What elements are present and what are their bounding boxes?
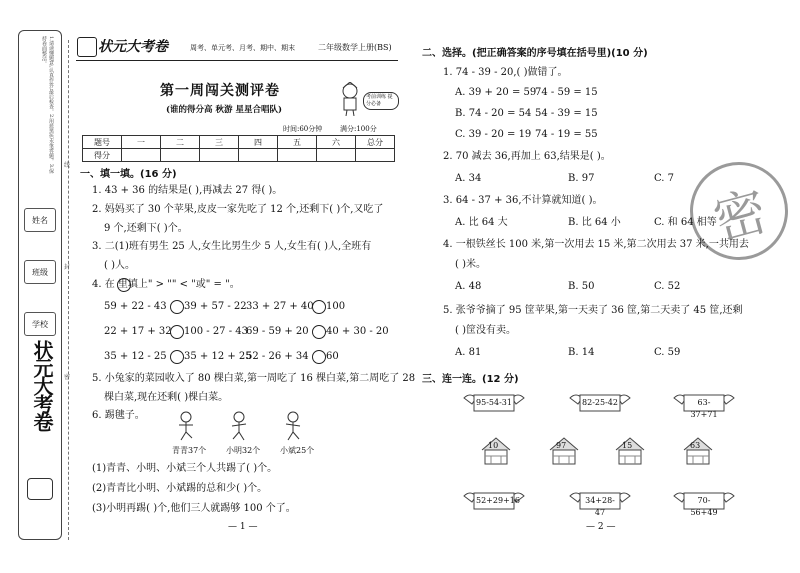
q2-1: 1. 74 - 39 - 20,( )做错了。 <box>443 67 568 78</box>
tear-mark-2: 封 <box>64 264 71 271</box>
bird-expr-bottom-1: 52+29+16 <box>476 496 520 505</box>
q1-6-1: (1)青青、小明、小斌三个人共踢了( )个。 <box>92 463 278 474</box>
q2-3-opt-c: C. 和 64 相等 <box>654 217 717 228</box>
compare-2a-right: 100 - 27 - 43 <box>184 326 249 337</box>
q1-5b: 棵白菜,现在还剩( )棵白菜。 <box>104 392 229 403</box>
q1-2b: 9 个,还剩下( )个。 <box>104 223 188 234</box>
exam-notes: 1.请读懂题意,认真作答,最后检查。2.用蓝黑色水笔答题。3.保持卷面整洁。 <box>41 36 54 174</box>
mascot-bubble: 考前训练 提分必备 <box>363 92 399 110</box>
bird-card-bottom-3[interactable] <box>672 490 736 516</box>
q2-1-opt-b1: B. 74 - 20 = 54 <box>455 108 532 119</box>
score-col-4: 四 <box>239 136 278 149</box>
class-label: 班级 <box>32 267 48 277</box>
full-score: 满分:100分 <box>340 125 377 133</box>
score-table-header <box>83 136 395 149</box>
score-col-total: 总分 <box>356 136 395 149</box>
kid-label-xiaoming: 小明32个 <box>226 446 261 455</box>
page-subtitle: (谁的得分高 秋游 星星合唱队) <box>166 105 282 115</box>
house-4[interactable] <box>682 436 714 470</box>
q1-6-3: (3)小明再踢( )个,他们三人就踢够 100 个了。 <box>92 503 296 514</box>
kid-xiaoming-icon <box>228 410 250 442</box>
q1-5a: 5. 小兔家的菜园收入了 80 棵白菜,第一周吃了 16 棵白菜,第二周吃了 28 <box>92 373 416 384</box>
section-2-title: 二、选择。(把正确答案的序号填在括号里)(10 分) <box>422 48 648 59</box>
name-label: 姓名 <box>32 215 48 225</box>
house-number-3: 15 <box>622 441 633 450</box>
compare-2b-right: 40 + 30 - 20 <box>326 326 389 337</box>
compare-3b-right: 60 <box>326 351 339 362</box>
compare-1b-right: 100 <box>326 301 346 312</box>
q1-3b: ( )人。 <box>104 260 135 271</box>
publisher-logo-icon <box>27 478 53 500</box>
compare-1b-left: 33 + 27 + 40 <box>246 301 314 312</box>
bird-card-top-1[interactable] <box>462 392 526 418</box>
school-label: 学校 <box>32 319 48 329</box>
compare-1a-left: 59 + 22 - 43 <box>104 301 167 312</box>
q2-2-opt-b: B. 97 <box>568 173 595 184</box>
q2-4a: 4. 一根铁丝长 100 米,第一次用去 15 米,第二次用去 37 米,一共用去 <box>443 239 749 250</box>
q2-1-opt-a1: A. 39 + 20 = 59 <box>455 87 537 98</box>
brand-title: 状元大考卷 <box>98 39 168 55</box>
confidential-stamp: 密 <box>679 151 799 271</box>
house-2[interactable] <box>548 436 580 470</box>
q2-4-opt-b: B. 50 <box>568 281 595 292</box>
compare-blank[interactable] <box>312 325 326 339</box>
subject-label: 二年级数学上册(BS) <box>318 43 392 52</box>
q1-2a: 2. 妈妈买了 30 个苹果,皮皮一家先吃了 12 个,还剩下( )个,又吃了 <box>92 204 384 215</box>
q2-4-opt-a: A. 48 <box>455 281 482 292</box>
q2-1-opt-c1: C. 39 - 20 = 19 <box>455 129 532 140</box>
tear-line <box>68 40 69 540</box>
page-number-2: — 2 — <box>586 522 616 532</box>
compare-blank[interactable] <box>170 300 184 314</box>
q2-5-opt-b: B. 14 <box>568 347 595 358</box>
q2-2: 2. 70 减去 36,再加上 63,结果是( )。 <box>443 151 611 162</box>
compare-blank[interactable] <box>312 300 326 314</box>
house-number-4: 63 <box>690 441 701 450</box>
q2-5-opt-a: A. 81 <box>455 347 482 358</box>
score-cell[interactable] <box>200 149 239 162</box>
q2-3-opt-a: A. 比 64 大 <box>455 217 508 228</box>
compare-2b-left: 69 - 59 + 20 <box>246 326 309 337</box>
bird-card-bottom-2[interactable] <box>568 490 632 516</box>
q2-1-opt-c2: 74 - 19 = 55 <box>535 129 598 140</box>
kid-qingqing-icon <box>175 410 197 442</box>
score-col-3: 三 <box>200 136 239 149</box>
bird-card-top-3[interactable] <box>672 392 736 418</box>
brand-logo-vertical: 状元大考卷 <box>30 340 54 430</box>
q2-3-opt-b: B. 比 64 小 <box>568 217 621 228</box>
score-col-2: 二 <box>161 136 200 149</box>
score-table <box>82 135 395 162</box>
q2-1-opt-a2: 74 - 59 = 15 <box>535 87 598 98</box>
q2-4-opt-c: C. 52 <box>654 281 681 292</box>
score-cell[interactable] <box>122 149 161 162</box>
kid-label-xiaobin: 小斌25个 <box>280 446 315 455</box>
score-cell[interactable] <box>317 149 356 162</box>
q1-6-2: (2)青青比小明、小斌踢的总和少( )个。 <box>92 483 268 494</box>
score-col-5: 五 <box>278 136 317 149</box>
kid-xiaobin-icon <box>282 410 304 442</box>
page-title: 第一周闯关测评卷 <box>160 83 280 99</box>
compare-3a-right: 35 + 12 + 25 <box>184 351 252 362</box>
score-cell[interactable] <box>356 149 395 162</box>
compare-3a-left: 35 + 12 - 25 <box>104 351 167 362</box>
brand-tagline: 周考、单元考、月考、期中、期末 <box>190 44 295 52</box>
publisher-icon <box>77 37 97 57</box>
q2-2-opt-c: C. 7 <box>654 173 675 184</box>
score-cell[interactable] <box>239 149 278 162</box>
q2-3: 3. 64 - 37 + 36,不计算就知道( )。 <box>443 195 603 206</box>
q2-1-opt-b2: 54 - 39 = 15 <box>535 108 598 119</box>
house-number-2: 97 <box>556 441 567 450</box>
page-number-1: — 1 — <box>228 522 258 532</box>
compare-blank[interactable] <box>170 350 184 364</box>
score-cell[interactable] <box>161 149 200 162</box>
q2-2-opt-a: A. 34 <box>455 173 482 184</box>
tear-mark-1: 线 <box>64 162 71 169</box>
compare-2a-left: 22 + 17 + 32 <box>104 326 172 337</box>
q1-6: 6. 踢毽子。 <box>92 410 145 421</box>
q1-4: 4. 在 里填上" > "" < "或" = "。 <box>92 279 240 290</box>
mascot-icon <box>338 82 362 116</box>
score-cell[interactable] <box>278 149 317 162</box>
score-col-label: 题号 <box>83 136 122 149</box>
bird-expr-top-3: 63-37+71 <box>690 398 718 419</box>
compare-circle-icon <box>117 278 131 292</box>
score-col-6: 六 <box>317 136 356 149</box>
bird-expr-bottom-3: 70-56+49 <box>690 496 718 517</box>
score-row-label: 得分 <box>83 149 122 162</box>
header-rule <box>76 60 398 61</box>
kid-label-qingqing: 青青37个 <box>172 446 207 455</box>
q2-5-opt-c: C. 59 <box>654 347 681 358</box>
time-limit: 时间:60分钟 <box>283 125 323 133</box>
house-number-1: 10 <box>488 441 499 450</box>
bird-card-top-2[interactable] <box>568 392 632 418</box>
q2-4b: ( )米。 <box>455 259 486 270</box>
name-field[interactable] <box>24 208 56 232</box>
bird-expr-bottom-2: 34+28-47 <box>585 496 615 517</box>
score-col-1: 一 <box>122 136 161 149</box>
q1-3a: 3. 二(1)班有男生 25 人,女生比男生少 5 人,女生有( )人,全班有 <box>92 241 372 252</box>
house-1[interactable] <box>480 436 512 470</box>
tear-mark-3: 密 <box>64 374 71 381</box>
score-table-row <box>83 149 395 162</box>
bird-expr-top-1: 95-54-31 <box>476 398 512 407</box>
q2-5a: 5. 张爷爷摘了 95 筐苹果,第一天卖了 36 筐,第二天卖了 45 筐,还剩 <box>443 305 743 316</box>
q2-5b: ( )筐没有卖。 <box>455 325 516 336</box>
compare-1a-right: 39 + 57 - 22 <box>184 301 247 312</box>
section-3-title: 三、连一连。(12 分) <box>422 374 519 385</box>
school-field[interactable] <box>24 312 56 336</box>
class-field[interactable] <box>24 260 56 284</box>
section-1-title: 一、填一填。(16 分) <box>80 169 177 180</box>
compare-blank[interactable] <box>312 350 326 364</box>
bird-expr-top-2: 82-25-42 <box>582 398 618 407</box>
bird-card-bottom-1[interactable] <box>462 490 526 516</box>
compare-3b-left: 52 - 26 + 34 <box>246 351 309 362</box>
compare-blank[interactable] <box>170 325 184 339</box>
q1-1: 1. 43 + 36 的结果是( ),再减去 27 得( )。 <box>92 185 283 196</box>
house-3[interactable] <box>614 436 646 470</box>
